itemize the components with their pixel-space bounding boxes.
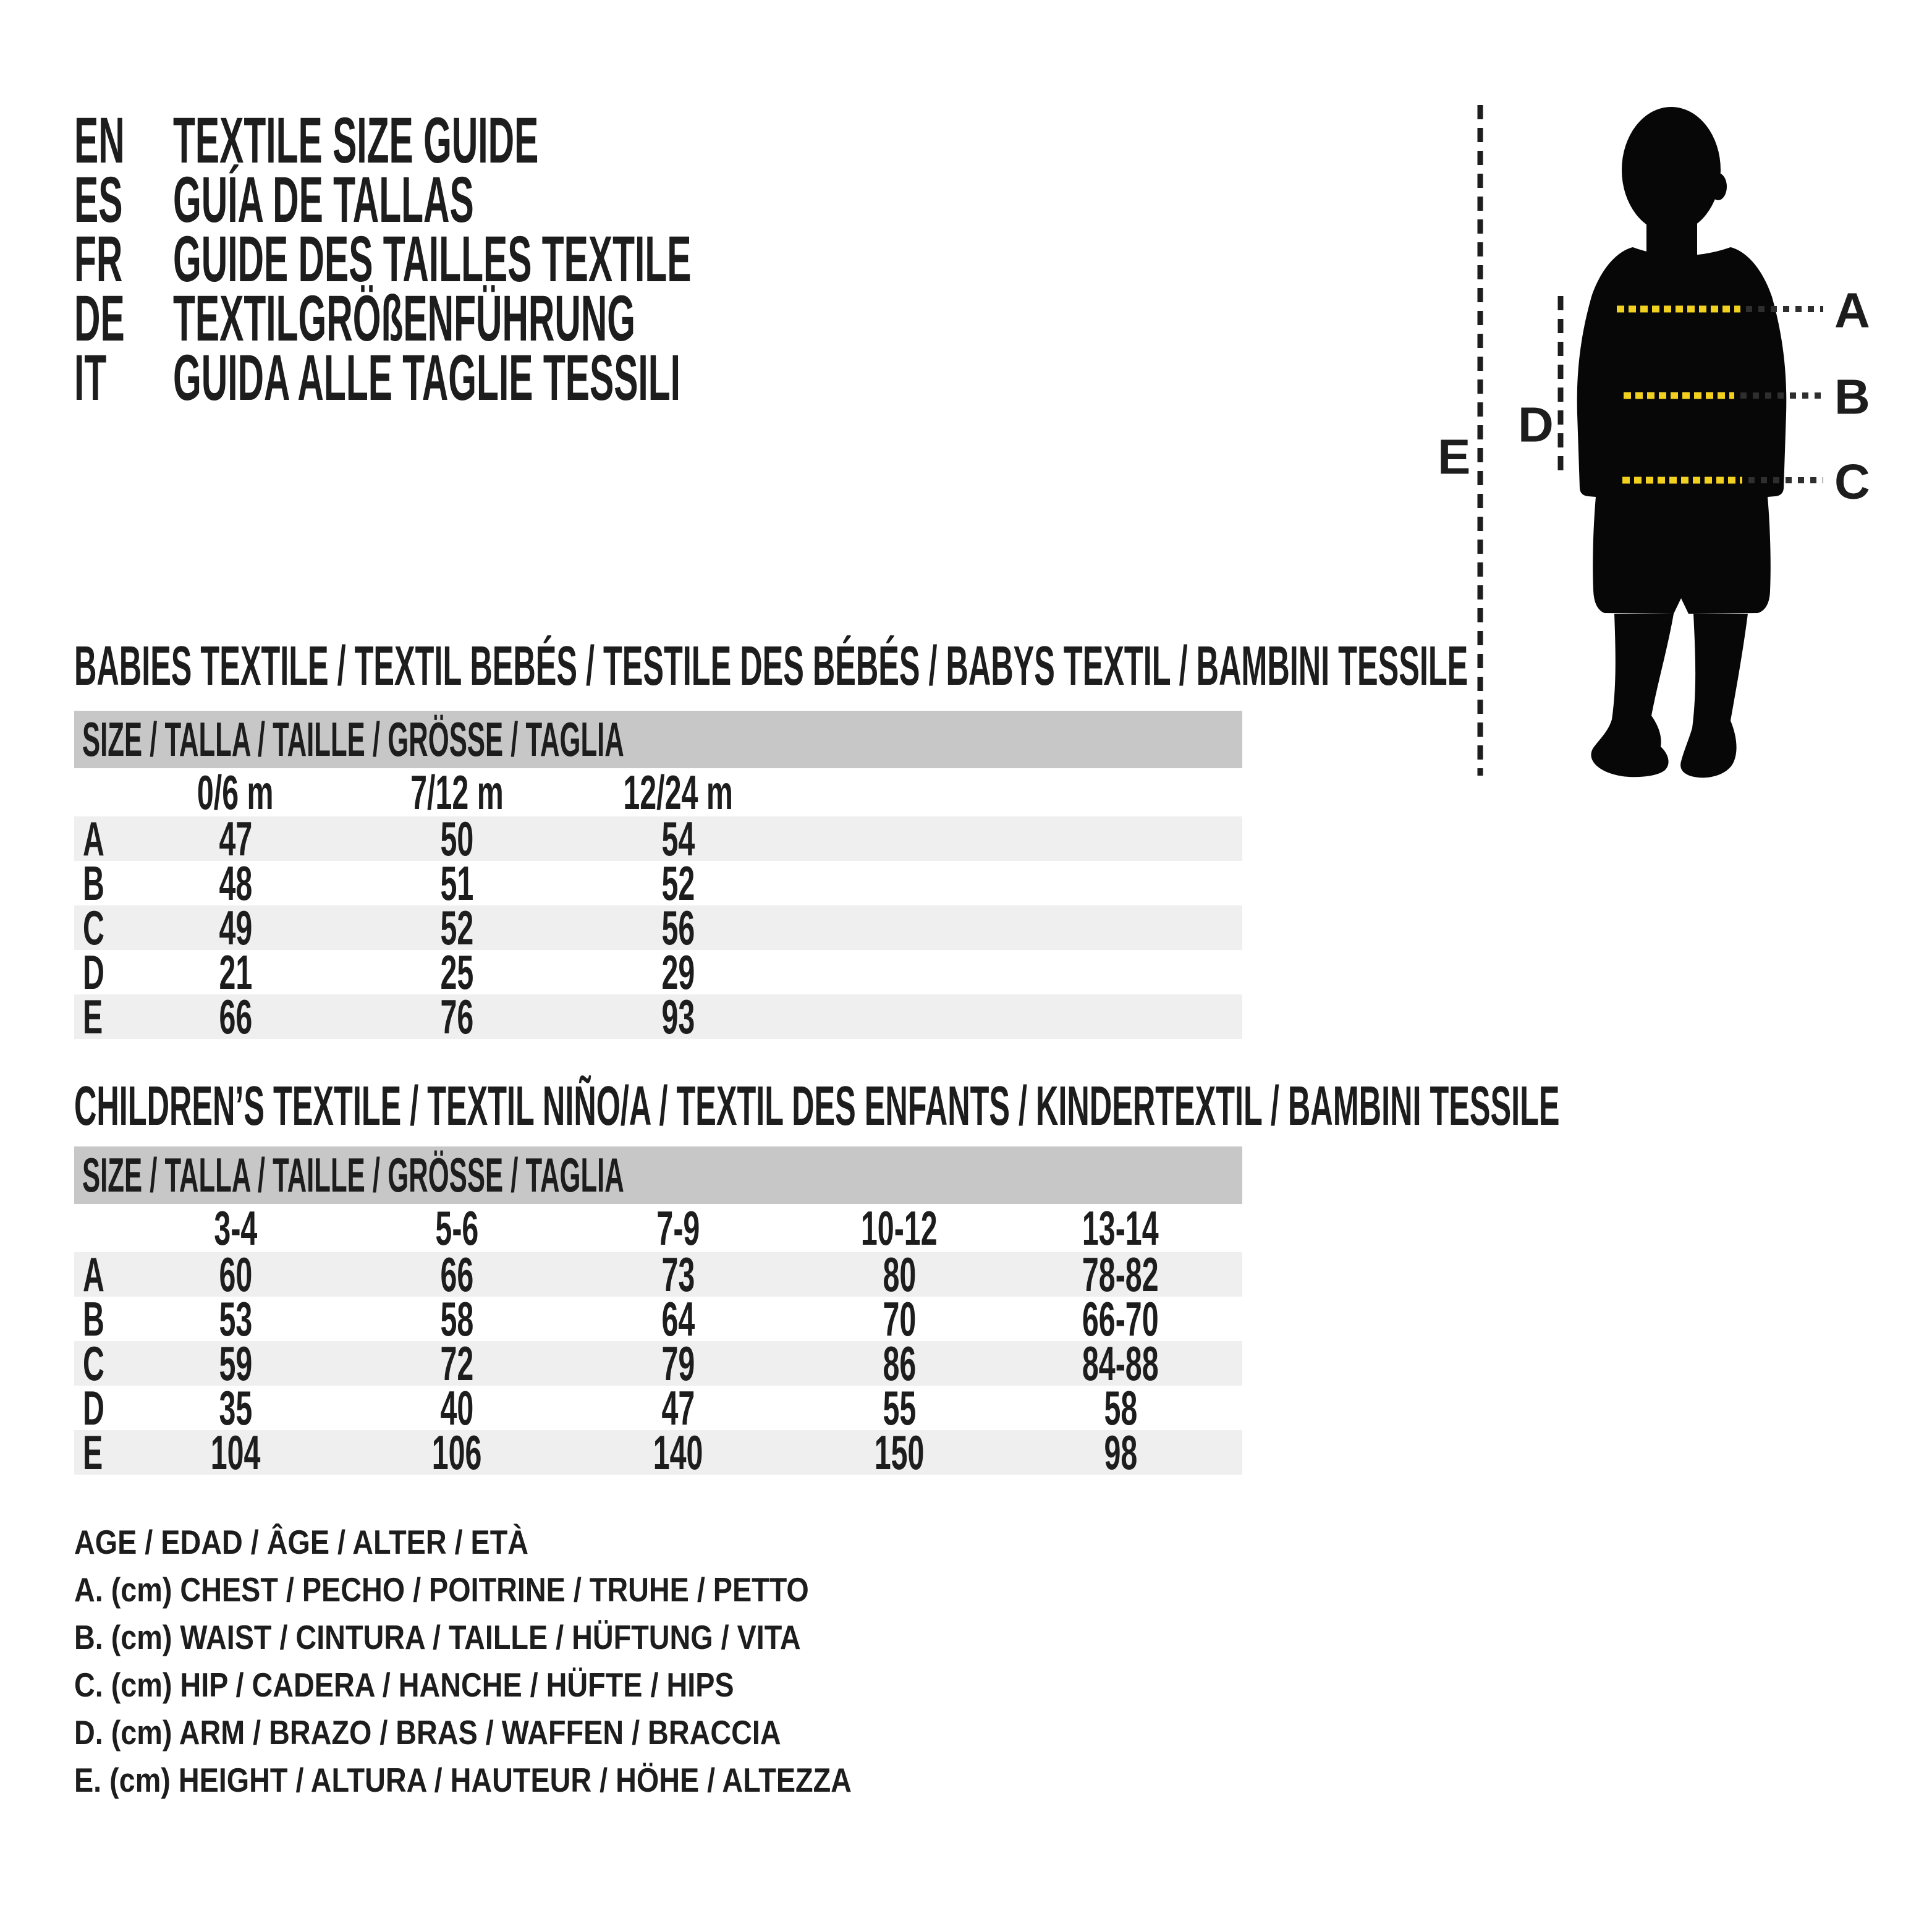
row-label: B bbox=[83, 1291, 104, 1346]
language-title: TEXTILE SIZE GUIDE bbox=[173, 104, 539, 177]
language-row bbox=[74, 164, 1098, 236]
table-row bbox=[74, 1380, 1242, 1435]
value-cell: 40 bbox=[440, 1380, 473, 1435]
children-size-table bbox=[74, 1146, 1242, 1480]
babies-section-heading bbox=[74, 637, 1932, 696]
column-header-spacer bbox=[74, 768, 125, 816]
value-cell: 104 bbox=[210, 1425, 261, 1480]
legend-line: D. (cm) ARM / BRAZO / BRAS / WAFFEN / BRACCIA bbox=[74, 1713, 781, 1752]
silhouette-neck bbox=[1646, 209, 1697, 258]
value-cell: 35 bbox=[219, 1380, 252, 1435]
babies-size-header-bar bbox=[74, 711, 1242, 768]
value-cell: 59 bbox=[219, 1336, 252, 1391]
value-cell: 55 bbox=[883, 1380, 916, 1435]
value-cell: 76 bbox=[440, 989, 473, 1044]
column-header-cell: 10-12 bbox=[861, 1200, 938, 1255]
babies-size-table bbox=[74, 711, 1242, 1044]
table-row bbox=[74, 1291, 1242, 1346]
language-code: DE bbox=[74, 282, 125, 355]
value-cell: 58 bbox=[1104, 1380, 1137, 1435]
legend-line: A. (cm) CHEST / PECHO / POITRINE / TRUHE / PETTO bbox=[74, 1570, 809, 1609]
value-cell: 66 bbox=[440, 1247, 473, 1302]
babies-heading-text: BABIES TEXTILE / TEXTIL BEBÉS / TESTILE DES BÉBÉS / BABYS TEXTIL / BAMBINI TESSILE bbox=[74, 635, 1468, 697]
row-label: A bbox=[83, 811, 104, 866]
column-header-cell: 3-4 bbox=[214, 1200, 257, 1255]
value-cell: 52 bbox=[661, 855, 695, 910]
value-cell: 80 bbox=[883, 1247, 916, 1302]
value-cell: 150 bbox=[874, 1425, 925, 1480]
value-cell: 93 bbox=[661, 989, 695, 1044]
row-label: A bbox=[83, 1247, 104, 1302]
table-row bbox=[74, 855, 1242, 910]
value-cell: 66 bbox=[219, 989, 252, 1044]
value-cell: 84-88 bbox=[1082, 1336, 1159, 1391]
language-title: GUÍA DE TALLAS bbox=[173, 164, 474, 236]
column-header-cell: 13-14 bbox=[1082, 1200, 1159, 1255]
value-cell: 49 bbox=[219, 900, 252, 955]
language-code: EN bbox=[74, 104, 125, 177]
language-row bbox=[74, 104, 1098, 177]
row-label: C bbox=[83, 1336, 104, 1391]
legend-line: B. (cm) WAIST / CINTURA / TAILLE / HÜFTUNG / VITA bbox=[74, 1617, 801, 1656]
table-row bbox=[74, 900, 1242, 955]
language-row bbox=[74, 223, 1098, 295]
row-label: D bbox=[83, 944, 104, 999]
value-cell: 21 bbox=[219, 944, 252, 999]
table-row bbox=[74, 1336, 1242, 1391]
value-cell: 72 bbox=[440, 1336, 473, 1391]
silhouette-ear bbox=[1710, 173, 1727, 200]
value-cell: 25 bbox=[440, 944, 473, 999]
column-header-cell: 0/6 m bbox=[197, 765, 274, 820]
language-title: GUIDE DES TAILLES TEXTILE bbox=[173, 223, 692, 295]
value-cell: 66-70 bbox=[1082, 1291, 1159, 1346]
language-row bbox=[74, 342, 1098, 414]
row-label: C bbox=[83, 900, 104, 955]
size-header-text: SIZE / TALLA / TAILLE / GRÖSSE / TAGLIA bbox=[82, 712, 624, 766]
language-title: GUIDA ALLE TAGLIE TESSILI bbox=[173, 342, 681, 414]
value-cell: 50 bbox=[440, 811, 473, 866]
row-label: B bbox=[83, 855, 104, 910]
column-header-cell: 5-6 bbox=[435, 1200, 478, 1255]
value-cell: 58 bbox=[440, 1291, 473, 1346]
row-label: E bbox=[83, 989, 103, 1044]
value-cell: 48 bbox=[219, 855, 252, 910]
children-table-rows bbox=[74, 1247, 1242, 1480]
babies-column-header-row bbox=[74, 765, 1242, 820]
column-header-cell: 7-9 bbox=[656, 1200, 700, 1255]
language-code: ES bbox=[74, 164, 123, 236]
value-cell: 106 bbox=[431, 1425, 482, 1480]
children-heading-text: CHILDREN’S TEXTILE / TEXTIL NIÑO/A / TEXTIL DES ENFANTS / KINDERTEXTIL / BAMBINI TESSILE bbox=[74, 1075, 1560, 1137]
column-header-cell: 7/12 m bbox=[410, 765, 504, 820]
measurement-legend bbox=[74, 1518, 989, 1803]
table-row bbox=[74, 944, 1242, 999]
hip-label: C bbox=[1834, 454, 1870, 509]
language-code: IT bbox=[74, 342, 107, 414]
value-cell: 140 bbox=[653, 1425, 703, 1480]
value-cell: 86 bbox=[883, 1336, 916, 1391]
table-row bbox=[74, 811, 1242, 866]
table-row bbox=[74, 989, 1242, 1044]
height-label: E bbox=[1438, 429, 1471, 485]
value-cell: 78-82 bbox=[1082, 1247, 1159, 1302]
column-header-cell: 12/24 m bbox=[623, 765, 733, 820]
value-cell: 56 bbox=[661, 900, 695, 955]
waist-label: B bbox=[1834, 369, 1870, 425]
babies-table-rows bbox=[74, 811, 1242, 1044]
language-header bbox=[74, 104, 1098, 414]
table-row bbox=[74, 1425, 1242, 1480]
arm-label: D bbox=[1518, 397, 1554, 452]
value-cell: 70 bbox=[883, 1291, 916, 1346]
silhouette-torso bbox=[1577, 247, 1787, 614]
legend-line: C. (cm) HIP / CADERA / HANCHE / HÜFTE / HIPS bbox=[74, 1665, 734, 1704]
children-size-header-bar bbox=[74, 1146, 1242, 1204]
value-cell: 98 bbox=[1104, 1425, 1137, 1480]
chest-label: A bbox=[1834, 282, 1870, 338]
size-header-text: SIZE / TALLA / TAILLE / GRÖSSE / TAGLIA bbox=[82, 1148, 624, 1202]
legend-line: E. (cm) HEIGHT / ALTURA / HAUTEUR / HÖHE / ALTEZZA bbox=[74, 1760, 852, 1799]
legend-line: AGE / EDAD / ÂGE / ALTER / ETÀ bbox=[74, 1522, 529, 1561]
language-code: FR bbox=[74, 223, 123, 295]
value-cell: 51 bbox=[440, 855, 473, 910]
value-cell: 64 bbox=[661, 1291, 695, 1346]
value-cell: 73 bbox=[661, 1247, 695, 1302]
table-row bbox=[74, 1247, 1242, 1302]
language-title: TEXTILGRÖßENFÜHRUNG bbox=[173, 282, 636, 355]
value-cell: 29 bbox=[661, 944, 695, 999]
value-cell: 79 bbox=[661, 1336, 695, 1391]
column-header-spacer bbox=[74, 1204, 125, 1252]
value-cell: 52 bbox=[440, 900, 473, 955]
value-cell: 60 bbox=[219, 1247, 252, 1302]
value-cell: 53 bbox=[219, 1291, 252, 1346]
language-row bbox=[74, 282, 1098, 355]
children-column-header-row bbox=[74, 1200, 1242, 1255]
value-cell: 47 bbox=[661, 1380, 695, 1435]
value-cell: 54 bbox=[661, 811, 695, 866]
row-label: D bbox=[83, 1380, 104, 1435]
row-label: E bbox=[83, 1425, 103, 1480]
value-cell: 47 bbox=[219, 811, 252, 866]
children-section-heading bbox=[74, 1077, 1932, 1136]
